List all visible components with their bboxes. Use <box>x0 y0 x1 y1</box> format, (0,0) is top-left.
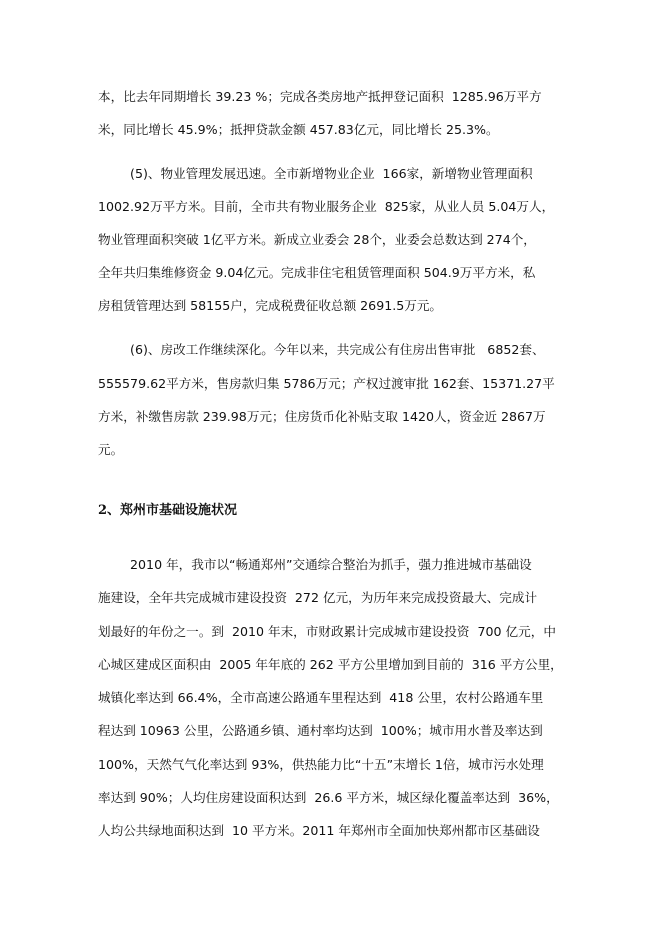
paragraph-property-line-3: 物业管理面积突破 1亿平方米。新成立业委会 28个，业委会总数达到 274个， <box>98 232 536 247</box>
paragraph-infrastructure-line-1: 2010 年，我市以“畅通郑州”交通综合整治为抓手，强力推进城市基础设 <box>98 557 532 572</box>
paragraph-overview-line-2: 米，同比增长 45.9%；抵押贷款金额 457.83亿元，同比增长 25.3%。 <box>98 122 499 137</box>
paragraph-infrastructure-line-6: 程达到 10963 公里，公路通乡镇、通村率均达到 100%；城市用水普及率达到 <box>98 723 543 738</box>
paragraph-overview-line-1: 本，比去年同期增长 39.23 %；完成各类房地产抵押登记面积 1285.96万平方 <box>98 89 542 104</box>
paragraph-reform-line-2: 555579.62平方米，售房款归集 5786万元；产权过渡审批 162套、15371.27平 <box>98 376 555 391</box>
paragraph-infrastructure-line-8: 率达到 90%；人均住房建设面积达到 26.6 平方米，城区绿化覆盖率达到 36%， <box>98 790 559 805</box>
paragraph-property-line-2: 1002.92万平方米。目前，全市共有物业服务企业 825家，从业人员 5.04万人， <box>98 199 555 214</box>
paragraph-property-line-4: 全年共归集维修资金 9.04亿元。完成非住宅租赁管理面积 504.9万平方米，私 <box>98 265 536 280</box>
paragraph-infrastructure-line-5: 城镇化率达到 66.4%，全市高速公路通车里程达到 418 公里，农村公路通车里 <box>98 690 544 705</box>
paragraph-infrastructure-line-2: 施建设，全年共完成城市建设投资 272 亿元，为历年来完成投资最大、完成计 <box>98 590 538 605</box>
paragraph-infrastructure-line-3: 划最好的年份之一。到 2010 年末，市财政累计完成城市建设投资 700 亿元，中 <box>98 624 556 639</box>
paragraph-reform-line-3: 方米，补缴售房款 239.98万元；住房货币化补贴支取 1420人，资金近 2867万 <box>98 409 546 424</box>
paragraph-infrastructure-line-7: 100%，天然气气化率达到 93%，供热能力比“十五”末增长 1倍，城市污水处理 <box>98 757 544 772</box>
section-heading: 2、郑州市基础设施状况 <box>98 503 238 518</box>
paragraph-reform-line-1: (6)、房改工作继续深化。今年以来，共完成公有住房出售审批 6852套、 <box>98 342 545 357</box>
paragraph-property-line-5: 房租赁管理达到 58155户，完成税费征收总额 2691.5万元。 <box>98 298 443 313</box>
paragraph-infrastructure-line-9: 人均公共绿地面积达到 10 平方米。2011 年郑州市全面加快郑州都市区基础设 <box>98 823 540 838</box>
paragraph-infrastructure-line-4: 心城区建成区面积由 2005 年年底的 262 平方公里增加到目前的 316 平方公里， <box>98 657 563 672</box>
paragraph-property-line-1: (5)、物业管理发展迅速。全市新增物业企业 166家，新增物业管理面积 <box>98 166 533 181</box>
paragraph-reform-line-4: 元。 <box>98 442 124 457</box>
